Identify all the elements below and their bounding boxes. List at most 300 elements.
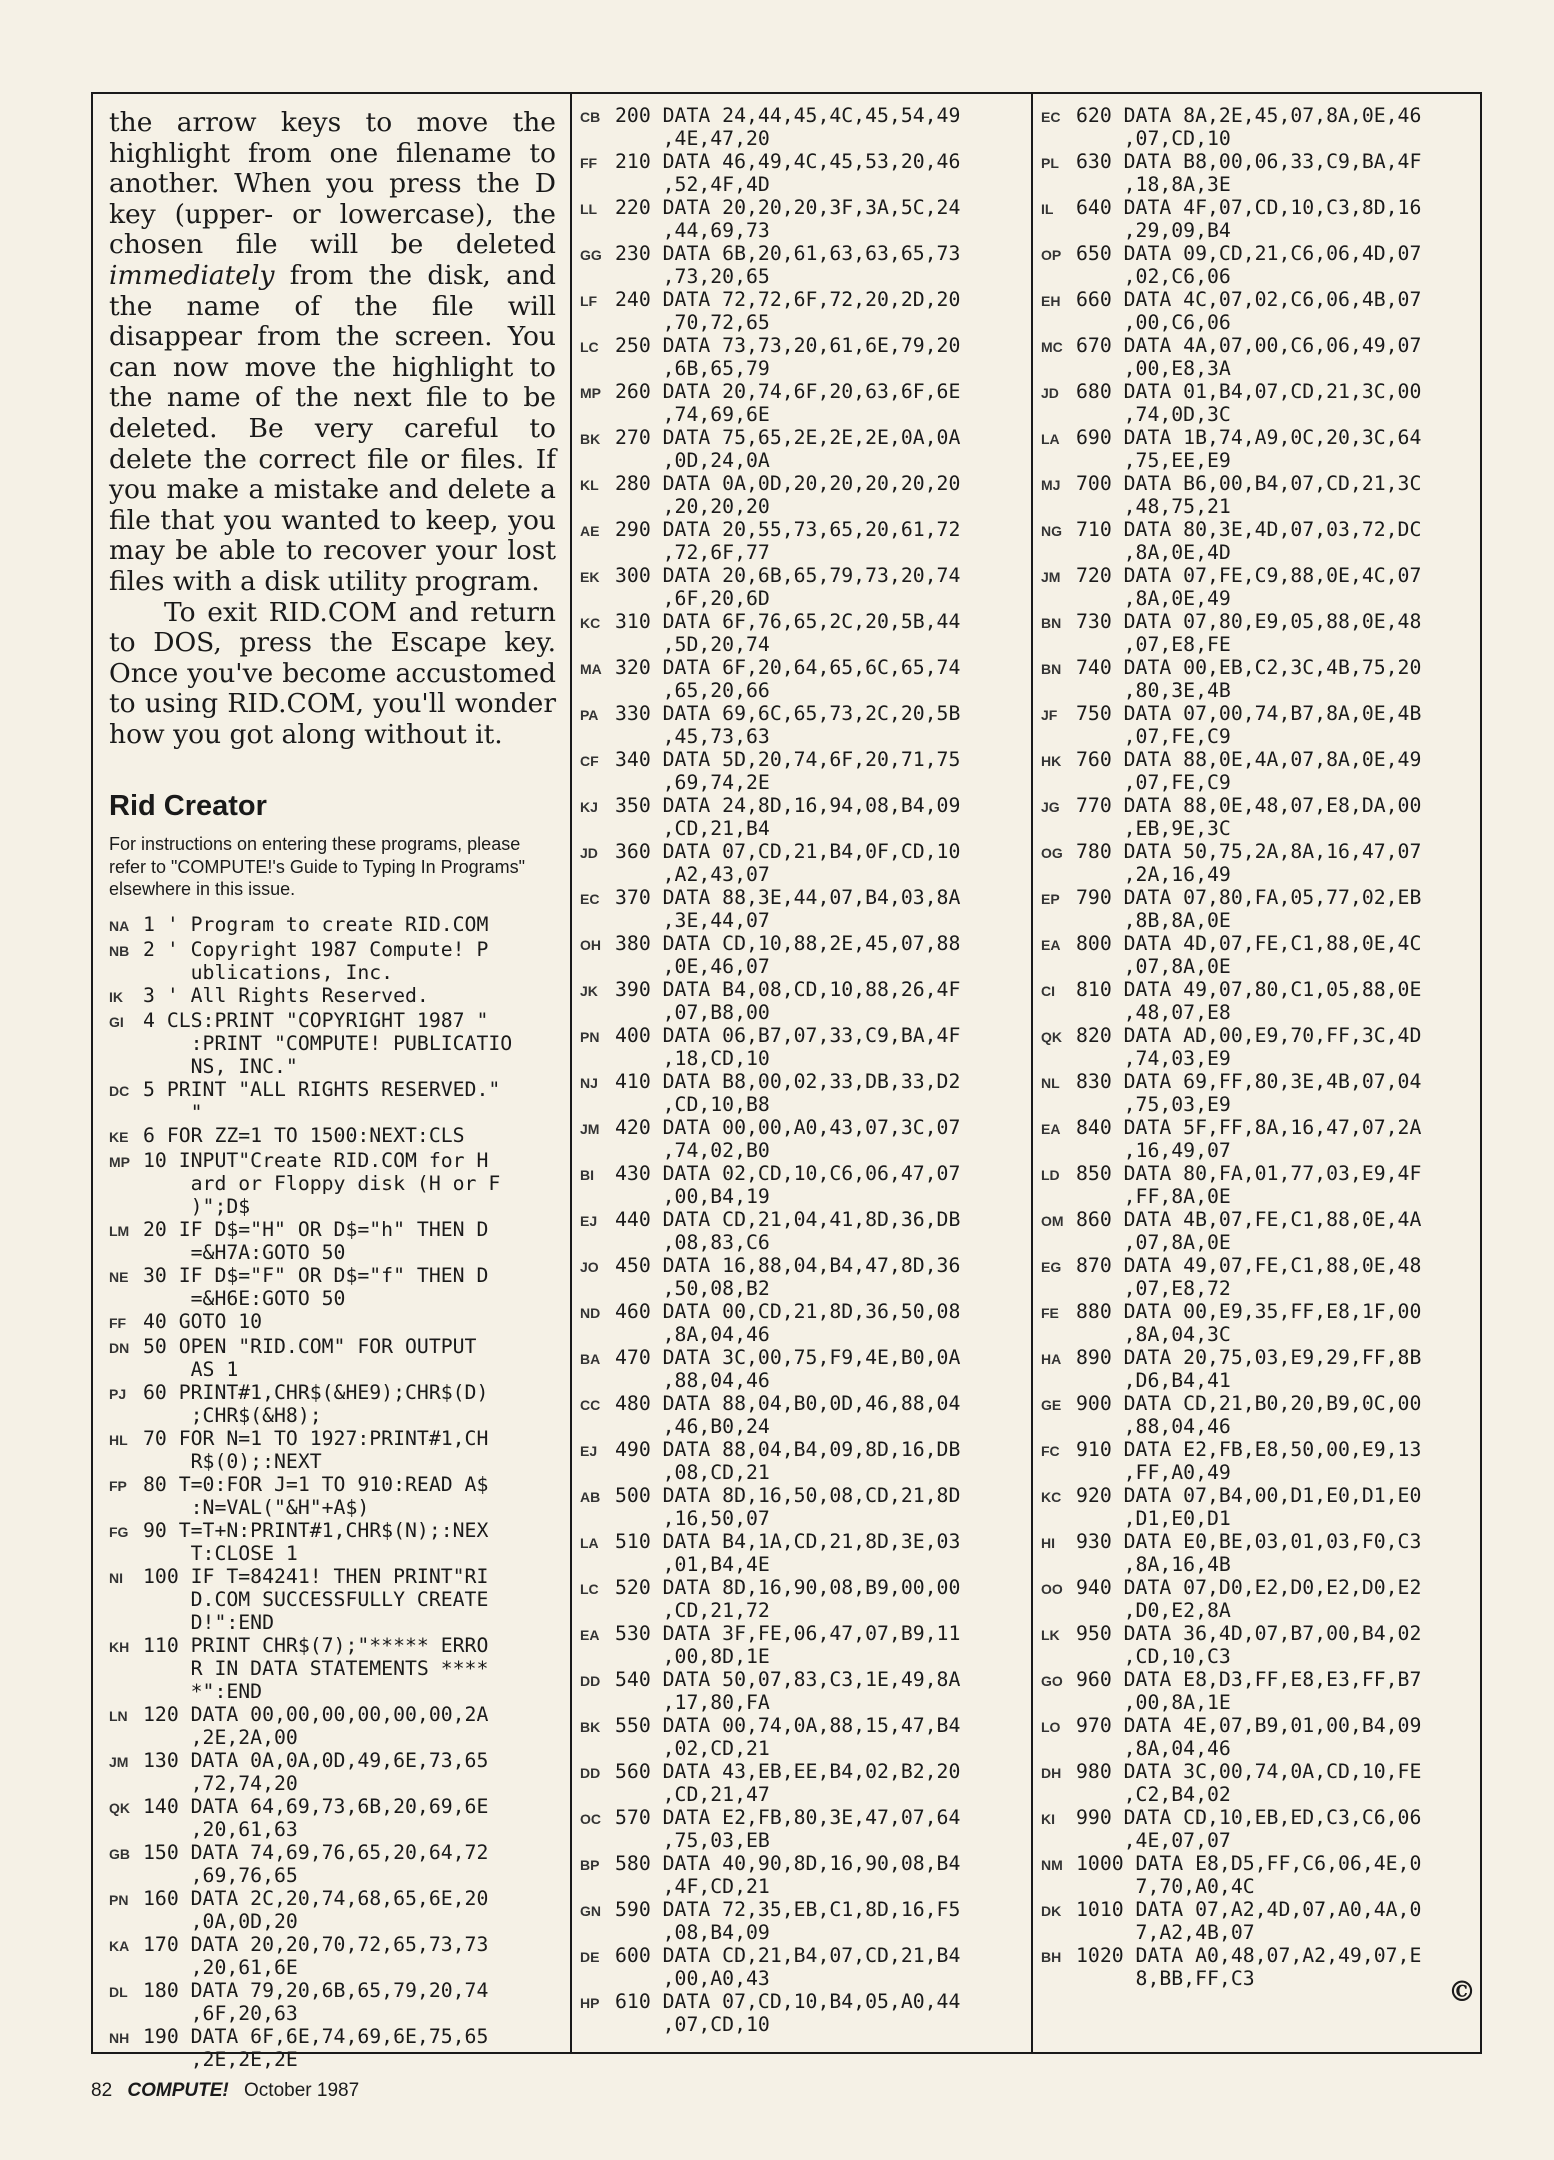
program-line: 180 DATA 79,20,6B,65,79,20,74 ,6F,20,63 — [143, 1978, 489, 2025]
program-line: 3 ' All Rights Reserved. — [143, 983, 429, 1007]
paragraph-1-text-a: the arrow keys to move the highlight from one filename to another. When you press the D key (upper- or lowercase), the chosen file will be deleted — [109, 107, 556, 261]
checksum: HP — [580, 1995, 600, 2011]
checksum: BI — [580, 1167, 594, 1183]
listing-line — [580, 1898, 1021, 1944]
program-line: 260 DATA 20,74,6F,20,63,6F,6E ,74,69,6E — [615, 380, 961, 426]
program-line: 360 DATA 07,CD,21,B4,0F,CD,10 ,A2,43,07 — [615, 840, 961, 886]
listing-line — [580, 1300, 1021, 1346]
listing-line — [1041, 288, 1474, 334]
checksum: PN — [580, 1029, 600, 1045]
checksum: LC — [580, 339, 599, 355]
program-line: 160 DATA 2C,20,74,68,65,6E,20 ,0A,0D,20 — [143, 1886, 489, 1933]
program-line: 410 DATA B8,00,02,33,DB,33,D2 ,CD,10,B8 — [615, 1070, 961, 1116]
checksum: PN — [109, 1891, 129, 1908]
listing-line — [580, 1990, 1021, 2036]
program-line: 1010 DATA 07,A2,4D,07,A0,4A,0 7,A2,4B,07 — [1076, 1898, 1422, 1944]
checksum: FC — [1041, 1443, 1060, 1459]
listing-line — [109, 1218, 556, 1264]
program-line: 590 DATA 72,35,EB,C1,8D,16,F5 ,08,B4,09 — [615, 1898, 961, 1944]
listing-line — [580, 1622, 1021, 1668]
checksum: HI — [1041, 1535, 1055, 1551]
program-line: 370 DATA 88,3E,44,07,B4,03,8A ,3E,44,07 — [615, 886, 961, 932]
listing-line — [1041, 1668, 1474, 1714]
program-line: 270 DATA 75,65,2E,2E,2E,0A,0A ,0D,24,0A — [615, 426, 961, 472]
listing-line — [1041, 1116, 1474, 1162]
listing-line — [109, 1979, 556, 2025]
program-line: 970 DATA 4E,07,B9,01,00,B4,09 ,8A,04,46 — [1076, 1714, 1422, 1760]
program-line: 900 DATA CD,21,B0,20,B9,0C,00 ,88,04,46 — [1076, 1392, 1422, 1438]
checksum: GE — [1041, 1397, 1062, 1413]
listing-line — [109, 913, 556, 938]
checksum: FG — [109, 1523, 129, 1540]
checksum: NM — [1041, 1857, 1063, 1873]
listing-line — [1041, 150, 1474, 196]
listing-line — [580, 1944, 1021, 1990]
program-line: 5 PRINT "ALL RIGHTS RESERVED." " — [143, 1077, 501, 1124]
checksum: MP — [580, 385, 601, 401]
program-line: 280 DATA 0A,0D,20,20,20,20,20 ,20,20,20 — [615, 472, 961, 518]
program-line: 720 DATA 07,FE,C9,88,0E,4C,07 ,8A,0E,49 — [1076, 564, 1422, 610]
checksum: LA — [1041, 431, 1060, 447]
listing-line — [580, 1024, 1021, 1070]
listing-line — [1041, 932, 1474, 978]
checksum: NI — [109, 1569, 123, 1586]
checksum: EP — [1041, 891, 1060, 907]
listing-line — [580, 242, 1021, 288]
listing-line — [580, 196, 1021, 242]
listing-line — [1041, 1484, 1474, 1530]
checksum: LD — [1041, 1167, 1060, 1183]
program-line: 850 DATA 80,FA,01,77,03,E9,4F ,FF,8A,0E — [1076, 1162, 1422, 1208]
listing-line — [580, 794, 1021, 840]
program-line: 500 DATA 8D,16,50,08,CD,21,8D ,16,50,07 — [615, 1484, 961, 1530]
checksum: OO — [1041, 1581, 1063, 1597]
program-line: 570 DATA E2,FB,80,3E,47,07,64 ,75,03,EB — [615, 1806, 961, 1852]
program-line: 540 DATA 50,07,83,C3,1E,49,8A ,17,80,FA — [615, 1668, 961, 1714]
checksum: LF — [580, 293, 598, 309]
checksum: BK — [580, 431, 601, 447]
paragraph-1 — [109, 108, 556, 598]
program-line: 40 GOTO 10 — [143, 1309, 263, 1333]
listing-line — [580, 702, 1021, 748]
checksum: MP — [109, 1153, 130, 1170]
checksum: KE — [109, 1128, 129, 1145]
checksum: NE — [109, 1268, 129, 1285]
program-line: 80 T=0:FOR J=1 TO 910:READ A$ :N=VAL("&H"+A$) — [143, 1472, 489, 1519]
listing-line — [580, 656, 1021, 702]
program-line: 450 DATA 16,88,04,B4,47,8D,36 ,50,08,B2 — [615, 1254, 961, 1300]
checksum: PA — [580, 707, 599, 723]
program-line: 350 DATA 24,8D,16,94,08,B4,09 ,CD,21,B4 — [615, 794, 961, 840]
magazine-name: COMPUTE! — [127, 2080, 229, 2101]
program-line: 860 DATA 4B,07,FE,C1,88,0E,4A ,07,8A,0E — [1076, 1208, 1422, 1254]
checksum: AB — [580, 1489, 601, 1505]
program-line: 760 DATA 88,0E,4A,07,8A,0E,49 ,07,FE,C9 — [1076, 748, 1422, 794]
program-line: 610 DATA 07,CD,10,B4,05,A0,44 ,07,CD,10 — [615, 1990, 961, 2036]
checksum: FF — [109, 1314, 127, 1331]
listing-line — [109, 938, 556, 984]
listing-line — [580, 840, 1021, 886]
basic-listing — [109, 913, 556, 2071]
program-line: 310 DATA 6F,76,65,2C,20,5B,44 ,5D,20,74 — [615, 610, 961, 656]
program-line: 210 DATA 46,49,4C,45,53,20,46 ,52,4F,4D — [615, 150, 961, 196]
listing-line — [1041, 1576, 1474, 1622]
checksum: GN — [580, 1903, 601, 1919]
checksum: JM — [109, 1753, 129, 1770]
program-line: 890 DATA 20,75,03,E9,29,FF,8B ,D6,B4,41 — [1076, 1346, 1422, 1392]
program-line: 840 DATA 5F,FF,8A,16,47,07,2A ,16,49,07 — [1076, 1116, 1422, 1162]
listing-line — [580, 334, 1021, 380]
listing-line — [1041, 1714, 1474, 1760]
checksum: ND — [580, 1305, 601, 1321]
program-line: 770 DATA 88,0E,48,07,E8,DA,00 ,EB,9E,3C — [1076, 794, 1422, 840]
program-line: 330 DATA 69,6C,65,73,2C,20,5B ,45,73,63 — [615, 702, 961, 748]
checksum: MJ — [1041, 477, 1061, 493]
checksum: EJ — [580, 1443, 598, 1459]
listing-line — [580, 1806, 1021, 1852]
checksum: KC — [1041, 1489, 1062, 1505]
paragraph-1-text-b: from the disk, and the name of the file will disappear from the screen. You can now move the highlight to the name of the next file to be deleted. Be very careful to delete the correct file or files. If you make a mistake and delete a file that you wanted to keep, you may be able to recover your lost files with a disk utility program. — [109, 259, 556, 597]
checksum: BN — [1041, 615, 1062, 631]
listing-line — [580, 1668, 1021, 1714]
listing-line — [1041, 748, 1474, 794]
listing-line — [580, 748, 1021, 794]
checksum: DC — [109, 1082, 130, 1099]
listing-line — [1041, 104, 1474, 150]
checksum: EH — [1041, 293, 1061, 309]
program-line: 530 DATA 3F,FE,06,47,07,B9,11 ,00,8D,1E — [615, 1622, 961, 1668]
listing-line — [109, 1565, 556, 1634]
listing-line — [1041, 1852, 1474, 1898]
program-line: 810 DATA 49,07,80,C1,05,88,0E ,48,07,E8 — [1076, 978, 1422, 1024]
listing-line — [580, 1346, 1021, 1392]
program-line: 390 DATA B4,08,CD,10,88,26,4F ,07,B8,00 — [615, 978, 961, 1024]
checksum: DD — [580, 1765, 601, 1781]
listing-line — [580, 1852, 1021, 1898]
checksum: AE — [580, 523, 600, 539]
program-line: 340 DATA 5D,20,74,6F,20,71,75 ,69,74,2E — [615, 748, 961, 794]
checksum: LO — [1041, 1719, 1061, 1735]
checksum: OP — [1041, 247, 1062, 263]
listing-line — [109, 1519, 556, 1565]
listing-line — [1041, 1070, 1474, 1116]
checksum: NB — [109, 942, 130, 959]
data-listing-middle — [580, 104, 1021, 2036]
listing-line — [1041, 1898, 1474, 1944]
checksum: EC — [580, 891, 600, 907]
checksum: DE — [580, 1949, 600, 1965]
checksum: JG — [1041, 799, 1060, 815]
program-line: 950 DATA 36,4D,07,B7,00,B4,02 ,CD,10,C3 — [1076, 1622, 1422, 1668]
program-line: 620 DATA 8A,2E,45,07,8A,0E,46 ,07,CD,10 — [1076, 104, 1422, 150]
checksum: HL — [109, 1431, 128, 1448]
listing-line — [580, 1392, 1021, 1438]
checksum: CF — [580, 753, 599, 769]
program-line: 680 DATA 01,B4,07,CD,21,3C,00 ,74,0D,3C — [1076, 380, 1422, 426]
listing-line — [109, 1749, 556, 1795]
data-listing-right — [1041, 104, 1474, 1990]
checksum: LC — [580, 1581, 599, 1597]
checksum: BH — [1041, 1949, 1062, 1965]
checksum: MC — [1041, 339, 1063, 355]
checksum: FP — [109, 1477, 127, 1494]
listing-line — [109, 1703, 556, 1749]
listing-line — [109, 1473, 556, 1519]
listing-line — [580, 932, 1021, 978]
listing-line — [109, 1634, 556, 1703]
program-line: 110 PRINT CHR$(7);"***** ERRO R IN DATA STATEMENTS **** *":END — [143, 1633, 489, 1703]
checksum: EA — [1041, 1121, 1061, 1137]
checksum: EJ — [580, 1213, 598, 1229]
listing-line — [580, 1760, 1021, 1806]
program-line: 510 DATA B4,1A,CD,21,8D,3E,03 ,01,B4,4E — [615, 1530, 961, 1576]
program-line: 660 DATA 4C,07,02,C6,06,4B,07 ,00,C6,06 — [1076, 288, 1422, 334]
program-line: 90 T=T+N:PRINT#1,CHR$(N);:NEX T:CLOSE 1 — [143, 1518, 489, 1565]
program-line: 120 DATA 00,00,00,00,00,00,2A ,2E,2A,00 — [143, 1702, 489, 1749]
program-line: 6 FOR ZZ=1 TO 1500:NEXT:CLS — [143, 1123, 465, 1147]
program-line: 20 IF D$="H" OR D$="h" THEN D =&H7A:GOTO 50 — [143, 1217, 489, 1264]
listing-line — [1041, 1208, 1474, 1254]
program-line: 190 DATA 6F,6E,74,69,6E,75,65 ,2E,2E,2E — [143, 2024, 489, 2071]
program-line: 30 IF D$="F" OR D$="f" THEN D =&H6E:GOTO 50 — [143, 1263, 489, 1310]
checksum: BA — [580, 1351, 601, 1367]
listing-line — [1041, 242, 1474, 288]
listing-line — [580, 886, 1021, 932]
listing-line — [1041, 1760, 1474, 1806]
listing-line — [1041, 840, 1474, 886]
program-line: 150 DATA 74,69,76,65,20,64,72 ,69,76,65 — [143, 1840, 489, 1887]
listing-line — [580, 104, 1021, 150]
program-line: 470 DATA 3C,00,75,F9,4E,B0,0A ,88,04,46 — [615, 1346, 961, 1392]
program-line: 460 DATA 00,CD,21,8D,36,50,08 ,8A,04,46 — [615, 1300, 961, 1346]
listing-line — [580, 150, 1021, 196]
program-line: 60 PRINT#1,CHR$(&HE9);CHR$(D) ;CHR$(&H8); — [143, 1380, 489, 1427]
checksum: IL — [1041, 201, 1054, 217]
checksum: JM — [580, 1121, 600, 1137]
listing-line — [109, 1841, 556, 1887]
listing-line — [580, 1438, 1021, 1484]
listing-line — [109, 1335, 556, 1381]
column-left — [93, 94, 570, 2071]
listing-line — [109, 1795, 556, 1841]
checksum: KH — [109, 1638, 130, 1655]
program-line: 930 DATA E0,BE,03,01,03,F0,C3 ,8A,16,4B — [1076, 1530, 1422, 1576]
program-line: 200 DATA 24,44,45,4C,45,54,49 ,4E,47,20 — [615, 104, 961, 150]
listing-line — [580, 1576, 1021, 1622]
checksum: GI — [109, 1013, 124, 1030]
listing-line — [580, 1530, 1021, 1576]
listing-line — [1041, 196, 1474, 242]
listing-line — [1041, 334, 1474, 380]
program-line: 600 DATA CD,21,B4,07,CD,21,B4 ,00,A0,43 — [615, 1944, 961, 1990]
checksum: DH — [1041, 1765, 1062, 1781]
program-line: 2 ' Copyright 1987 Compute! P ublications, Inc. — [143, 937, 489, 984]
listing-line — [109, 1009, 556, 1078]
program-line: 1020 DATA A0,48,07,A2,49,07,E 8,BB,FF,C3 — [1076, 1944, 1422, 1990]
listing-line — [109, 1264, 556, 1310]
checksum: JD — [580, 845, 598, 861]
paragraph-2: To exit RID.COM and return to DOS, press the Escape key. Once you've become accustomed to using RID.COM, you'll wonder how you got along without it. — [109, 596, 556, 750]
program-line: 300 DATA 20,6B,65,79,73,20,74 ,6F,20,6D — [615, 564, 961, 610]
listing-line — [580, 564, 1021, 610]
checksum: BP — [580, 1857, 600, 1873]
checksum: LK — [1041, 1627, 1060, 1643]
listing-line — [580, 1254, 1021, 1300]
program-line: 960 DATA E8,D3,FF,E8,E3,FF,B7 ,00,8A,1E — [1076, 1668, 1422, 1714]
program-line: 640 DATA 4F,07,CD,10,C3,8D,16 ,29,09,B4 — [1076, 196, 1422, 242]
end-of-article-mark: © — [1448, 1975, 1476, 2008]
program-line: 560 DATA 43,EB,EE,B4,02,B2,20 ,CD,21,47 — [615, 1760, 961, 1806]
program-line: 100 IF T=84241! THEN PRINT"RI D.COM SUCCESSFULLY CREATE D!":END — [143, 1564, 489, 1634]
program-line: 70 FOR N=1 TO 1927:PRINT#1,CH R$(0);:NEXT — [143, 1426, 489, 1473]
listing-line — [580, 1070, 1021, 1116]
listing-line — [1041, 518, 1474, 564]
column-right — [1031, 94, 1484, 2052]
checksum: NL — [1041, 1075, 1060, 1091]
listing-line — [109, 1427, 556, 1473]
listing-line — [1041, 380, 1474, 426]
listing-line — [109, 984, 556, 1009]
program-line: 140 DATA 64,69,73,6B,20,69,6E ,20,61,63 — [143, 1794, 489, 1841]
listing-line — [1041, 656, 1474, 702]
program-line: 170 DATA 20,20,70,72,65,73,73 ,20,61,6E — [143, 1932, 489, 1979]
program-line: 710 DATA 80,3E,4D,07,03,72,DC ,8A,0E,4D — [1076, 518, 1422, 564]
program-line: 230 DATA 6B,20,61,63,63,65,73 ,73,20,65 — [615, 242, 961, 288]
program-line: 290 DATA 20,55,73,65,20,61,72 ,72,6F,77 — [615, 518, 961, 564]
checksum: EA — [580, 1627, 600, 1643]
listing-line — [109, 1381, 556, 1427]
checksum: IK — [109, 988, 123, 1005]
listing-line — [109, 2025, 556, 2071]
listing-line — [1041, 886, 1474, 932]
checksum: BN — [1041, 661, 1062, 677]
checksum: EC — [1041, 109, 1061, 125]
program-line: 50 OPEN "RID.COM" FOR OUTPUT AS 1 — [143, 1334, 477, 1381]
checksum: FF — [580, 155, 598, 171]
checksum: BK — [580, 1719, 601, 1735]
listing-line — [1041, 1530, 1474, 1576]
section-heading: Rid Creator — [109, 790, 267, 823]
program-line: 750 DATA 07,00,74,B7,8A,0E,4B ,07,FE,C9 — [1076, 702, 1422, 748]
page-number: 82 — [91, 2080, 113, 2101]
listing-line — [1041, 1162, 1474, 1208]
listing-line — [580, 1116, 1021, 1162]
program-line: 730 DATA 07,80,E9,05,88,0E,48 ,07,E8,FE — [1076, 610, 1422, 656]
article-text — [109, 108, 556, 750]
listing-line — [1041, 702, 1474, 748]
program-line: 790 DATA 07,80,FA,05,77,02,EB ,8B,8A,0E — [1076, 886, 1422, 932]
program-line: 490 DATA 88,04,B4,09,8D,16,DB ,08,CD,21 — [615, 1438, 961, 1484]
listing-line — [1041, 978, 1474, 1024]
checksum: NA — [109, 917, 130, 934]
listing-line — [1041, 610, 1474, 656]
checksum: OG — [1041, 845, 1063, 861]
program-line: 480 DATA 88,04,B0,0D,46,88,04 ,46,B0,24 — [615, 1392, 961, 1438]
checksum: CI — [1041, 983, 1055, 999]
program-line: 670 DATA 4A,07,00,C6,06,49,07 ,00,E8,3A — [1076, 334, 1422, 380]
program-line: 380 DATA CD,10,88,2E,45,07,88 ,0E,46,07 — [615, 932, 961, 978]
program-line: 240 DATA 72,72,6F,72,20,2D,20 ,70,72,65 — [615, 288, 961, 334]
program-line: 780 DATA 50,75,2A,8A,16,47,07 ,2A,16,49 — [1076, 840, 1422, 886]
checksum: QK — [1041, 1029, 1062, 1045]
program-line: 430 DATA 02,CD,10,C6,06,47,07 ,00,B4,19 — [615, 1162, 961, 1208]
checksum: DL — [109, 1983, 128, 2000]
checksum: GG — [580, 247, 602, 263]
listing-line — [580, 380, 1021, 426]
listing-line — [1041, 1392, 1474, 1438]
checksum: JM — [1041, 569, 1061, 585]
checksum: MA — [580, 661, 602, 677]
listing-line — [1041, 1024, 1474, 1070]
checksum: HK — [1041, 753, 1062, 769]
listing-line — [1041, 564, 1474, 610]
listing-line — [109, 1078, 556, 1124]
checksum: JF — [1041, 707, 1058, 723]
checksum: OM — [1041, 1213, 1064, 1229]
program-line: 1 ' Program to create RID.COM — [143, 912, 489, 936]
program-line: 990 DATA CD,10,EB,ED,C3,C6,06 ,4E,07,07 — [1076, 1806, 1422, 1852]
program-line: 440 DATA CD,21,04,41,8D,36,DB ,08,83,C6 — [615, 1208, 961, 1254]
checksum: DN — [109, 1339, 130, 1356]
listing-line — [580, 1714, 1021, 1760]
listing-line — [1041, 1944, 1474, 1990]
program-line: 1000 DATA E8,D5,FF,C6,06,4E,0 7,70,A0,4C — [1076, 1852, 1422, 1898]
checksum: GO — [1041, 1673, 1063, 1689]
checksum: KJ — [580, 799, 598, 815]
listing-line — [580, 1162, 1021, 1208]
checksum: KI — [1041, 1811, 1055, 1827]
listing-line — [109, 1887, 556, 1933]
program-line: 650 DATA 09,CD,21,C6,06,4D,07 ,02,C6,06 — [1076, 242, 1422, 288]
listing-line — [109, 1124, 556, 1149]
listing-line — [1041, 426, 1474, 472]
checksum: JK — [580, 983, 598, 999]
page-frame — [91, 92, 1482, 2071]
listing-line — [580, 610, 1021, 656]
checksum: LL — [580, 201, 598, 217]
listing-line — [1041, 472, 1474, 518]
program-line: 820 DATA AD,00,E9,70,FF,3C,4D ,74,03,E9 — [1076, 1024, 1422, 1070]
checksum: NH — [109, 2029, 130, 2046]
issue-date: October 1987 — [244, 2080, 360, 2101]
checksum: EK — [580, 569, 600, 585]
program-line: 700 DATA B6,00,B4,07,CD,21,3C ,48,75,21 — [1076, 472, 1422, 518]
program-line: 740 DATA 00,EB,C2,3C,4B,75,20 ,80,3E,4B — [1076, 656, 1422, 702]
listing-line — [580, 1484, 1021, 1530]
program-line: 320 DATA 6F,20,64,65,6C,65,74 ,65,20,66 — [615, 656, 961, 702]
program-line: 10 INPUT"Create RID.COM for H ard or Floppy disk (H or F )";D$ — [143, 1148, 501, 1218]
listing-line — [1041, 1254, 1474, 1300]
program-line: 130 DATA 0A,0A,0D,49,6E,73,65 ,72,74,20 — [143, 1748, 489, 1795]
program-line: 250 DATA 73,73,20,61,6E,79,20 ,6B,65,79 — [615, 334, 961, 380]
checksum: JO — [580, 1259, 599, 1275]
checksum: CC — [580, 1397, 601, 1413]
program-line: 520 DATA 8D,16,90,08,B9,00,00 ,CD,21,72 — [615, 1576, 961, 1622]
checksum: OC — [580, 1811, 601, 1827]
checksum: PJ — [109, 1385, 127, 1402]
program-line: 800 DATA 4D,07,FE,C1,88,0E,4C ,07,8A,0E — [1076, 932, 1422, 978]
checksum: GB — [109, 1845, 130, 1862]
page-footer — [91, 2080, 359, 2102]
program-line: 870 DATA 49,07,FE,C1,88,0E,48 ,07,E8,72 — [1076, 1254, 1422, 1300]
listing-line — [580, 518, 1021, 564]
program-line: 420 DATA 00,00,A0,43,07,3C,07 ,74,02,B0 — [615, 1116, 961, 1162]
listing-line — [1041, 1346, 1474, 1392]
listing-line — [580, 288, 1021, 334]
checksum: PL — [1041, 155, 1059, 171]
checksum: QK — [109, 1799, 130, 1816]
program-line: 980 DATA 3C,00,74,0A,CD,10,FE ,C2,B4,02 — [1076, 1760, 1422, 1806]
